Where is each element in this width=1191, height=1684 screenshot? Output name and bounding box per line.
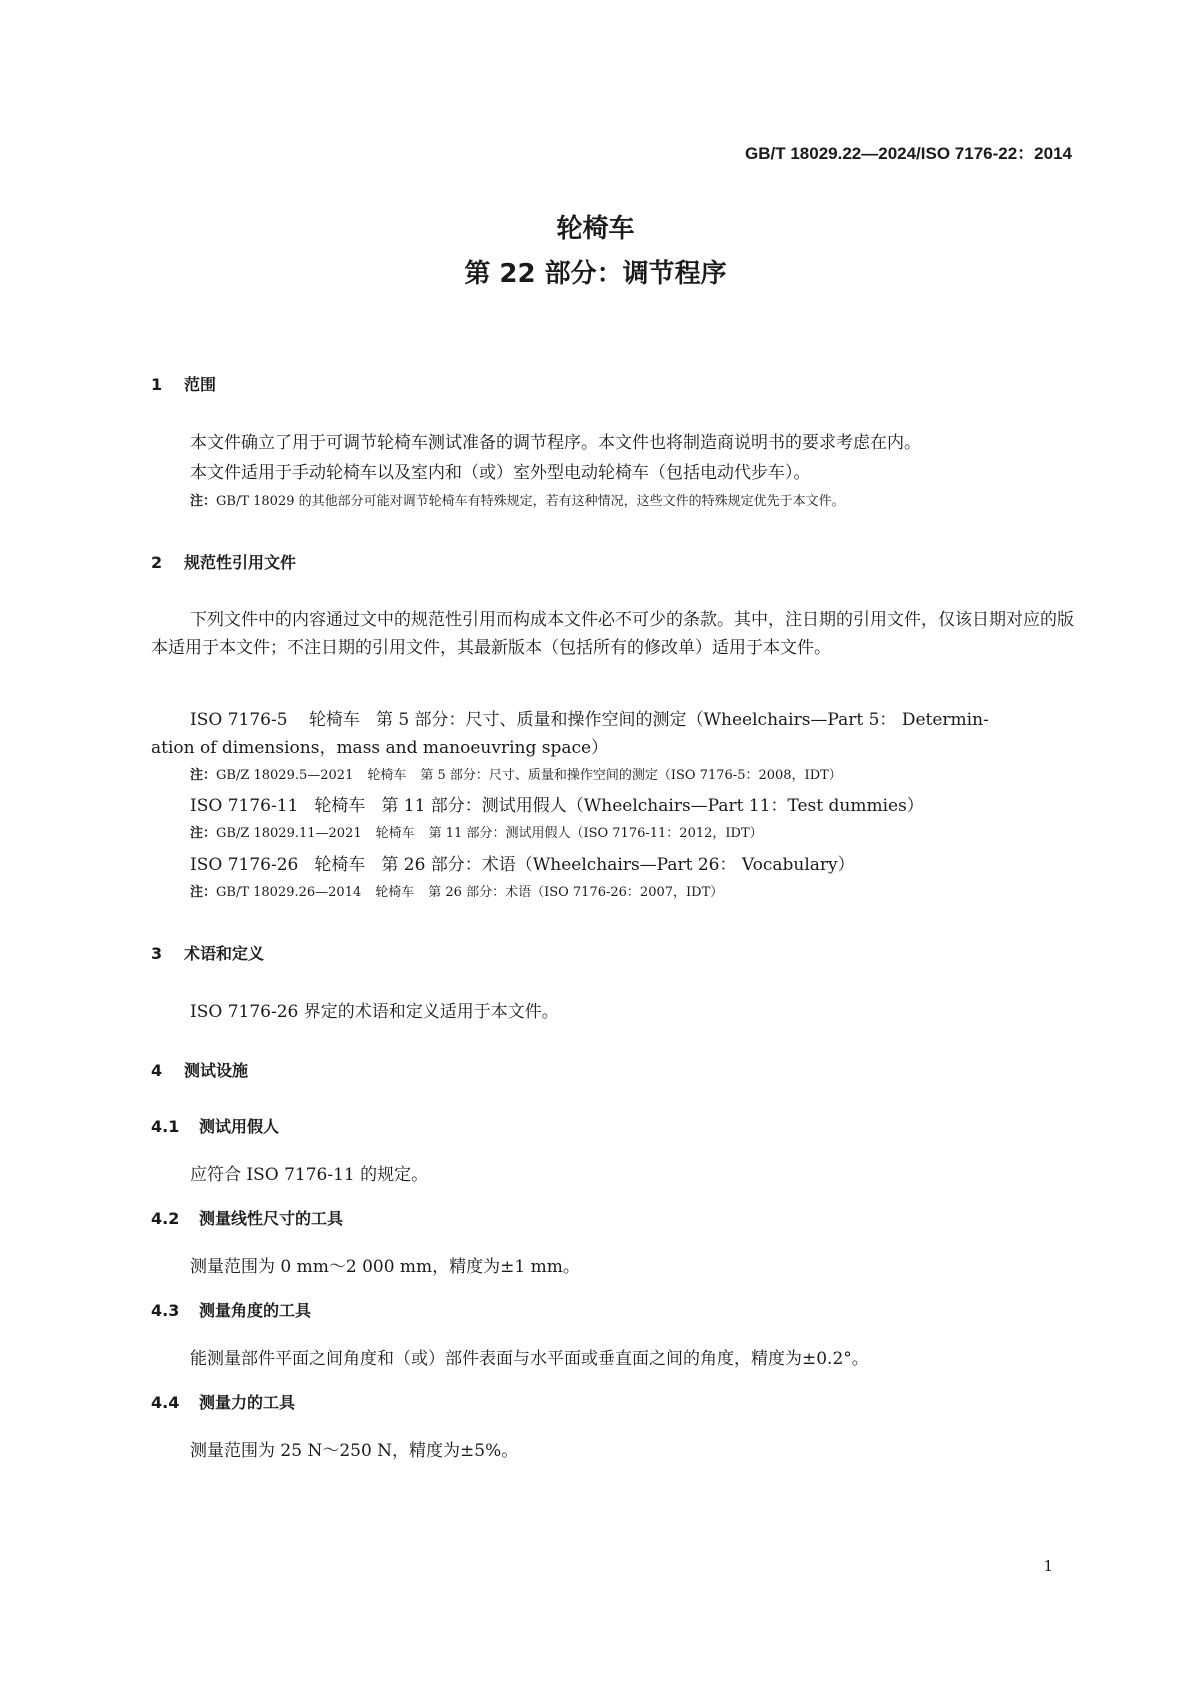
subsection-title: 测量角度的工具 — [199, 1301, 312, 1320]
note-code: GB/Z 18029.5—2021 — [216, 768, 354, 783]
section-3-heading — [151, 941, 264, 964]
reference-name: 轮椅车 — [314, 855, 366, 875]
section-number: 4 — [151, 1061, 163, 1080]
reference-part: 第 26 部分：术语 — [381, 855, 516, 875]
reference-code: ISO 7176-26 — [190, 855, 299, 875]
subsection-heading — [151, 1390, 295, 1413]
reference-part: 第 11 部分：测试用假人 — [381, 796, 567, 816]
reference-part: 第 5 部分：尺寸、质量和操作空间的测定 — [375, 710, 687, 730]
note-name: 轮椅车 — [375, 826, 415, 841]
note-code: GB/T 18029.26—2014 — [216, 885, 362, 900]
section-4-heading — [151, 1058, 248, 1081]
paragraph: ISO 7176-26 界定的术语和定义适用于本文件。 — [190, 1002, 559, 1022]
section-2-heading — [151, 550, 296, 573]
paragraph: 下列文件中的内容通过文中的规范性引用而构成本文件必不可少的条款。其中，注日期的引用文件，仅该日期对应的版本适用于本文件；不注日期的引用文件，其最新版本（包括所有的修改单）适用于本文件。 — [151, 610, 1074, 658]
paragraph: 测量范围为 0 mm～2 000 mm，精度为±1 mm。 — [190, 1257, 580, 1277]
subsection-number: 4.3 — [151, 1301, 180, 1320]
note-part: 第 11 部分：测试用假人（ISO 7176-11：2012，IDT） — [428, 826, 763, 841]
document-subtitle: 第 22 部分：调节程序 — [464, 259, 727, 289]
paragraph: 本文件确立了用于可调节轮椅车测试准备的调节程序。本文件也将制造商说明书的要求考虑在内。 — [190, 433, 921, 453]
subsection-number: 4.4 — [151, 1393, 180, 1412]
paragraph: 测量范围为 25 N～250 N，精度为±5%。 — [190, 1441, 519, 1461]
subsection-heading — [151, 1114, 279, 1137]
subsection-title: 测量力的工具 — [199, 1393, 296, 1412]
paragraph: 本文件适用于手动轮椅车以及室内和（或）室外型电动轮椅车（包括电动代步车）。 — [190, 463, 811, 483]
note-part: 第 26 部分：术语（ISO 7176-26：2007，IDT） — [428, 885, 724, 900]
reference-english: （Wheelchairs—Part 5： Determin- — [686, 710, 989, 730]
subsection-title: 测试用假人 — [199, 1117, 280, 1136]
reference-code: ISO 7176-11 — [190, 796, 299, 816]
subsection-heading — [151, 1298, 311, 1321]
section-title: 范围 — [184, 375, 217, 394]
section-title: 测试设施 — [184, 1061, 249, 1080]
reference-code: ISO 7176-5 — [190, 710, 288, 730]
note-text: GB/T 18029 的其他部分可能对调节轮椅车有特殊规定，若有这种情况，这些文件的特殊规定优先于本文件。 — [216, 494, 845, 509]
subsection-title: 测量线性尺寸的工具 — [199, 1209, 344, 1228]
note-label: 注： — [190, 826, 217, 841]
reference-english: （Wheelchairs—Part 11：Test dummies） — [566, 796, 924, 816]
paragraph: 能测量部件平面之间角度和（或）部件表面与水平面或垂直面之间的角度，精度为±0.2°。 — [190, 1349, 869, 1369]
note — [190, 881, 723, 900]
reference-english: （Wheelchairs—Part 26： Vocabulary） — [515, 855, 855, 875]
section-title: 规范性引用文件 — [184, 553, 297, 572]
note — [190, 764, 842, 783]
standard-number: GB/T 18029.22—2024/ISO 7176-22：2014 — [745, 144, 1072, 163]
note-label: 注： — [190, 885, 217, 900]
note-name: 轮椅车 — [375, 885, 415, 900]
section-number: 2 — [151, 553, 163, 572]
subsection-heading — [151, 1206, 343, 1229]
reference-entry — [190, 850, 855, 875]
document-title: 轮椅车 — [556, 214, 635, 244]
subsection-number: 4.1 — [151, 1117, 180, 1136]
reference-name: 轮椅车 — [308, 710, 360, 730]
note-part: 第 5 部分：尺寸、质量和操作空间的测定（ISO 7176-5：2008，IDT） — [420, 768, 842, 783]
note — [190, 490, 845, 509]
paragraph: 应符合 ISO 7176-11 的规定。 — [190, 1165, 429, 1185]
reference-english-continued: ation of dimensions，mass and manoeuvring space） — [151, 738, 609, 758]
section-title: 术语和定义 — [184, 944, 265, 963]
reference-entry — [190, 705, 1074, 730]
section-1-heading — [151, 372, 216, 395]
subsection-number: 4.2 — [151, 1209, 180, 1228]
note — [190, 822, 763, 841]
reference-entry — [190, 791, 924, 816]
reference-name: 轮椅车 — [314, 796, 366, 816]
note-label: 注： — [190, 494, 217, 509]
note-code: GB/Z 18029.11—2021 — [216, 826, 362, 841]
page-number: 1 — [1043, 1557, 1053, 1575]
note-name: 轮椅车 — [367, 768, 407, 783]
note-label: 注： — [190, 768, 217, 783]
section-number: 3 — [151, 944, 163, 963]
section-number: 1 — [151, 375, 163, 394]
